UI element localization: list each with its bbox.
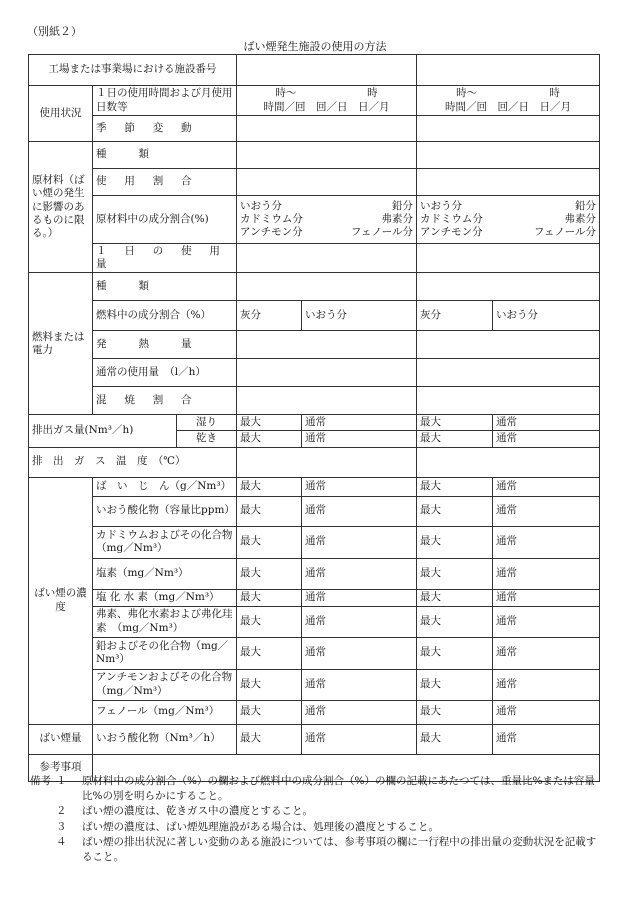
facility-number-label: 工場または事業場における施設番号: [29, 55, 237, 86]
smoke-amount-max-1[interactable]: 最大: [237, 724, 302, 754]
usage-status-label: 使用状況: [29, 86, 93, 142]
hours-units: 時間／回 回／日 日／月: [445, 100, 572, 113]
pollutant-normal-2[interactable]: 通常: [493, 669, 600, 700]
wet-normal-1[interactable]: 通常: [302, 415, 417, 431]
pollutant-max-1[interactable]: 最大: [237, 526, 302, 558]
pollutant-normal-1[interactable]: 通常: [302, 606, 417, 637]
mixed-ratio-label: 混 焼 割 合: [93, 387, 237, 415]
component-lead: 鉛分: [392, 199, 414, 212]
fuel-sulfur-field-1[interactable]: いおう分: [302, 301, 417, 331]
smoke-amount-item: いおう酸化物（Nm³／h）: [93, 724, 237, 754]
note-text: ばい煙の排出状況に著しい変動のある施設については、参考事項の欄に一行程中の排出量の変動状況を記載すること。: [82, 835, 597, 864]
hours-units: 時間／回 回／日 日／月: [263, 100, 390, 113]
season-field-1[interactable]: [237, 116, 417, 142]
hours-from: 時～: [275, 87, 297, 100]
wet-normal-2[interactable]: 通常: [493, 415, 600, 431]
fuel-ash-field-2[interactable]: 灰分: [417, 301, 493, 331]
note-text: ばい煙の濃度は、ばい煙処理施設がある場合は、処理後の濃度とすること。: [82, 820, 439, 833]
raw-kind-field-1[interactable]: [237, 142, 417, 169]
pollutant-normal-1[interactable]: 通常: [302, 589, 417, 606]
pollutant-label: いおう酸化物（容量比ppm）: [93, 496, 237, 526]
gas-temp-label: 排 出 ガ ス 温 度 （℃）: [29, 447, 237, 477]
fuel-label: 燃料または電力: [29, 273, 93, 415]
pollutant-max-2[interactable]: 最大: [417, 589, 493, 606]
component-cadmium: カドミウム分: [240, 212, 303, 225]
note-item: [30, 820, 600, 835]
pollutant-max-1[interactable]: 最大: [237, 606, 302, 637]
dry-max-1[interactable]: 最大: [237, 431, 302, 447]
note-text: 原材料中の成分割合（%）の欄および燃料中の成分割合（%）の欄の記載にあたつては、重量比%または容量比%の別を明らかにすること。: [82, 775, 595, 803]
note-item: [30, 804, 600, 819]
smoke-amount-label: ばい煙量: [29, 724, 93, 754]
fuel-ash-field-1[interactable]: 灰分: [237, 301, 302, 331]
note-item: [30, 774, 600, 804]
pollutant-max-2[interactable]: 最大: [417, 477, 493, 496]
pollutant-normal-2[interactable]: 通常: [493, 589, 600, 606]
daily-hours-field-2[interactable]: [417, 86, 600, 116]
note-item: [30, 835, 600, 865]
raw-kind-field-2[interactable]: [417, 142, 600, 169]
dry-label: 乾き: [177, 431, 237, 447]
usage-ratio-field-1[interactable]: [237, 169, 417, 196]
pollutant-normal-2[interactable]: 通常: [493, 700, 600, 724]
component-sulfur: いおう分: [420, 199, 463, 212]
note-text: ばい煙の濃度は、乾きガス中の濃度とすること。: [82, 805, 313, 818]
wet-max-2[interactable]: 最大: [417, 415, 493, 431]
pollutant-label: 塩 化 水 素（mg／Nm³）: [93, 589, 237, 606]
pollutant-normal-1[interactable]: 通常: [302, 526, 417, 558]
heat-label: 発 熱 量: [93, 331, 237, 359]
pollutant-max-2[interactable]: 最大: [417, 669, 493, 700]
pollutant-max-2[interactable]: 最大: [417, 526, 493, 558]
pollutant-max-2[interactable]: 最大: [417, 606, 493, 637]
smoke-amount-normal-1[interactable]: 通常: [302, 724, 417, 754]
pollutant-max-1[interactable]: 最大: [237, 637, 302, 669]
notes-section: [30, 774, 600, 865]
pollutant-max-1[interactable]: 最大: [237, 477, 302, 496]
normal-usage-label: 通常の使用量 （l／h）: [93, 359, 237, 387]
normal-usage-field-2[interactable]: [417, 359, 600, 387]
page-title: ばい煙発生施設の使用の方法: [243, 40, 387, 53]
usage-ratio-field-2[interactable]: [417, 169, 600, 196]
daily-usage-label: １ 日 の 使 用 量: [93, 244, 237, 273]
component-antimony: アンチモン分: [420, 226, 483, 239]
normal-usage-field-1[interactable]: [237, 359, 417, 387]
mixed-ratio-field-1[interactable]: [237, 387, 417, 415]
pollutant-label: 塩素（mg／Nm³）: [93, 558, 237, 589]
appendix-label: （別紙２）: [27, 25, 82, 38]
pollutant-max-1[interactable]: 最大: [237, 700, 302, 724]
pollutant-normal-1[interactable]: 通常: [302, 477, 417, 496]
daily-hours-field-1[interactable]: [237, 86, 417, 116]
component-antimony: アンチモン分: [240, 226, 303, 239]
raw-kind-label: 種 類: [93, 142, 237, 169]
gas-temp-field-2[interactable]: [417, 447, 600, 477]
season-label: 季 節 変 動: [93, 116, 237, 142]
heat-field-1[interactable]: [237, 331, 417, 359]
note-number: ４: [56, 835, 67, 848]
pollutant-label: ば い じ ん（g／Nm³）: [93, 477, 237, 496]
note-number: １: [56, 775, 67, 787]
pollutant-normal-2[interactable]: 通常: [493, 606, 600, 637]
gas-temp-field-1[interactable]: [237, 447, 417, 477]
facility-number-field-2[interactable]: [417, 55, 600, 86]
component-sulfur: いおう分: [240, 199, 283, 212]
component-phenol: フェノール分: [533, 226, 597, 239]
pollutant-normal-1[interactable]: 通常: [302, 558, 417, 589]
dry-max-2[interactable]: 最大: [417, 431, 493, 447]
component-cadmium: カドミウム分: [420, 212, 483, 225]
wet-label: 湿り: [177, 415, 237, 431]
pollutant-normal-1[interactable]: 通常: [302, 637, 417, 669]
component-field-2[interactable]: [417, 196, 600, 244]
season-field-2[interactable]: [417, 116, 600, 142]
hours-to: 時: [367, 87, 378, 100]
pollutant-normal-1[interactable]: 通常: [302, 669, 417, 700]
remarks-label: 参考事項: [29, 754, 93, 781]
pollutant-max-1[interactable]: 最大: [237, 496, 302, 526]
pollutant-label: 弗素、弗化水素および弗化珪素 （mg／Nm³）: [93, 606, 237, 637]
daily-usage-field-1[interactable]: [237, 244, 417, 273]
dry-normal-1[interactable]: 通常: [302, 431, 417, 447]
pollutant-normal-2[interactable]: 通常: [493, 526, 600, 558]
hours-to: 時: [549, 87, 560, 100]
component-field-1[interactable]: [237, 196, 417, 244]
usage-ratio-label: 使 用 割 合: [93, 169, 237, 196]
dry-normal-2[interactable]: 通常: [493, 431, 600, 447]
pollutant-normal-2[interactable]: 通常: [493, 496, 600, 526]
component-fluorine: 弗素分: [564, 212, 597, 225]
pollutant-max-2[interactable]: 最大: [417, 637, 493, 669]
note-number: ３: [56, 820, 67, 833]
fuel-kind-field-2[interactable]: [417, 273, 600, 301]
hours-from: 時～: [456, 87, 478, 100]
pollutant-normal-2[interactable]: 通常: [493, 558, 600, 589]
pollutant-max-2[interactable]: 最大: [417, 558, 493, 589]
raw-material-label: 原材料（ばい煙の発生に影響のあるものに限る。）: [29, 142, 93, 273]
fuel-component-label: 燃料中の成分割合（%）: [93, 301, 237, 331]
component-fluorine: 弗素分: [381, 212, 414, 225]
heat-field-2[interactable]: [417, 331, 600, 359]
daily-usage-field-2[interactable]: [417, 244, 600, 273]
wet-max-1[interactable]: 最大: [237, 415, 302, 431]
pollutant-max-1[interactable]: 最大: [237, 669, 302, 700]
component-ratio-label: 原材料中の成分割合(%): [93, 196, 237, 244]
fuel-sulfur-field-2[interactable]: いおう分: [493, 301, 600, 331]
smoke-conc-label: ばい煙の濃度: [29, 477, 93, 724]
facility-number-field-1[interactable]: [237, 55, 417, 86]
usage-method-form: [28, 54, 600, 782]
mixed-ratio-field-2[interactable]: [417, 387, 600, 415]
pollutant-label: フェノール（mg／Nm³）: [93, 700, 237, 724]
pollutant-normal-1[interactable]: 通常: [302, 496, 417, 526]
exhaust-gas-label: 排出ガス量(Nm³／h): [29, 415, 177, 447]
pollutant-normal-2[interactable]: 通常: [493, 637, 600, 669]
pollutant-max-2[interactable]: 最大: [417, 700, 493, 724]
pollutant-max-1[interactable]: 最大: [237, 589, 302, 606]
fuel-kind-label: 種 類: [93, 273, 237, 301]
component-lead: 鉛分: [575, 199, 597, 212]
component-phenol: フェノール分: [350, 226, 414, 239]
notes-label: 備考: [30, 775, 51, 787]
smoke-amount-normal-2[interactable]: 通常: [493, 724, 600, 754]
pollutant-label: カドミウムおよびその化合物 （mg／Nm³）: [93, 526, 237, 558]
pollutant-max-2[interactable]: 最大: [417, 496, 493, 526]
note-number: ２: [56, 805, 67, 818]
smoke-amount-max-2[interactable]: 最大: [417, 724, 493, 754]
pollutant-normal-2[interactable]: 通常: [493, 477, 600, 496]
daily-hours-label: １日の使用時間および月使用日数等: [93, 86, 237, 116]
pollutant-label: 鉛およびその化合物（mg／Nm³）: [93, 637, 237, 669]
pollutant-max-1[interactable]: 最大: [237, 558, 302, 589]
pollutant-normal-1[interactable]: 通常: [302, 700, 417, 724]
pollutant-label: アンチモンおよびその化合物 （mg／Nm³）: [93, 669, 237, 700]
fuel-kind-field-1[interactable]: [237, 273, 417, 301]
